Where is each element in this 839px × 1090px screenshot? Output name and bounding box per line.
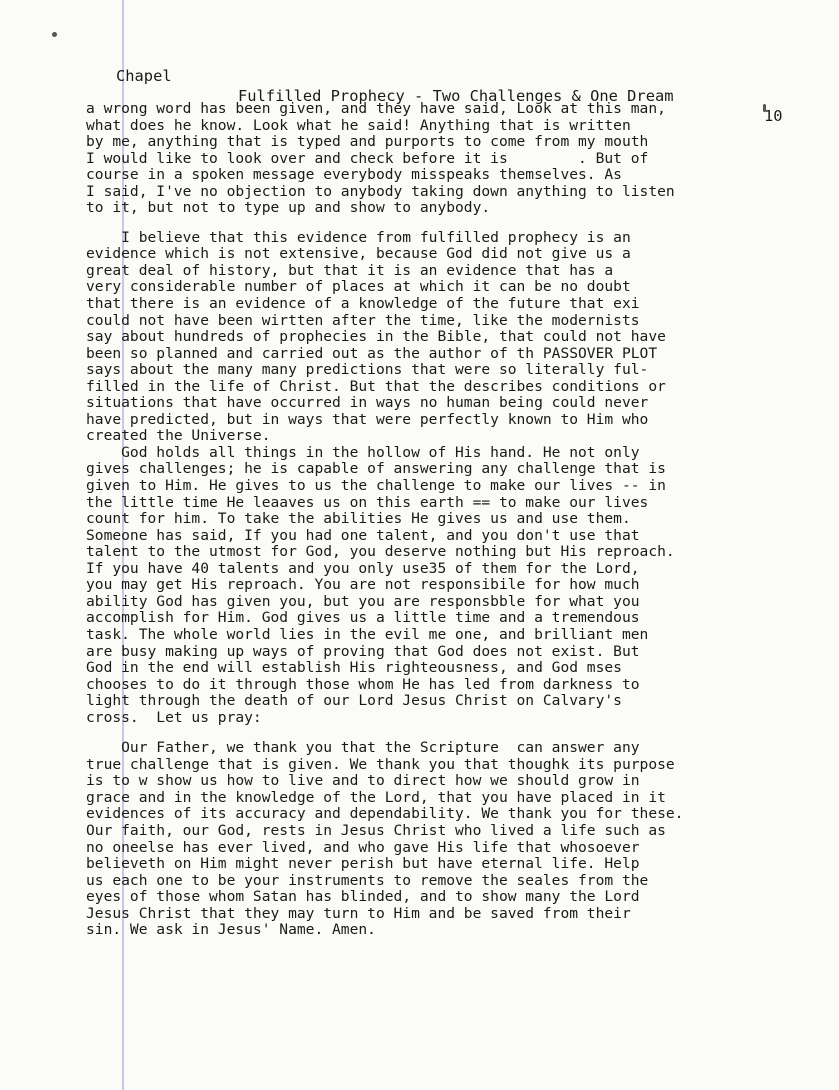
text-line: believeth on Him might never perish but have eternal life. Help — [86, 855, 640, 873]
text-line: true challenge that is given. We thank you that thoughk its purpose — [86, 755, 675, 773]
text-line: us each one to be your instruments to remove the seales from the — [86, 871, 649, 889]
text-line: evidences of its accuracy and dependability. We thank you for these. — [86, 805, 684, 823]
text-line: created the Universe. — [86, 427, 271, 445]
text-line: says about the many many predictions that were so literally ful- — [86, 361, 649, 379]
paragraph-2 — [86, 230, 798, 726]
text-line: could not have been wirtten after the time, like the modernists — [86, 311, 640, 329]
text-line: task. The whole world lies in the evil me one, and brilliant men — [86, 625, 649, 643]
text-line: God in the end will establish His righteousness, and God mses — [86, 659, 622, 677]
text-line: Our Father, we thank you that the Scripture can answer any — [86, 739, 640, 757]
paragraph-1 — [86, 101, 798, 217]
text-line: great deal of history, but that it is an evidence that has a — [86, 261, 614, 279]
text-line: a wrong word has been given, and they have said, Look at this man, — [86, 100, 666, 117]
document-body — [86, 101, 798, 939]
text-line: light through the death of our Lord Jesus Christ on Calvary's — [86, 692, 622, 710]
text-line: you may get His reproach. You are not responsibile for how much — [86, 576, 640, 594]
text-line: Someone has said, If you had one talent, and you don't use that — [86, 526, 640, 544]
text-line: gives challenges; he is capable of answering any challenge that is — [86, 460, 666, 478]
text-line: that there is an evidence of a knowledge of the future that exi — [86, 295, 640, 313]
text-line: grace and in the knowledge of the Lord, that you have placed in it — [86, 788, 666, 806]
text-line: the little time He leaaves us on this earth == to make our lives — [86, 493, 649, 511]
text-line: filled in the life of Christ. But that the describes conditions or — [86, 377, 666, 395]
text-line: God holds all things in the hollow of His hand. He not only — [86, 443, 640, 461]
text-line: very considerable number of places at which it can be no doubt — [86, 278, 631, 296]
text-line: I said, I've no objection to anybody taking down anything to listen — [86, 182, 675, 200]
text-line: course in a spoken message everybody misspeaks themselves. As — [86, 166, 622, 184]
page-number: 10 — [764, 107, 783, 125]
text-line: no oneelse has ever lived, and who gave His life that whosoever — [86, 838, 640, 856]
text-line: evidence which is not extensive, because God did not give us a — [86, 245, 631, 263]
ink-speck — [52, 32, 57, 37]
text-line: sin. We ask in Jesus' Name. Amen. — [86, 921, 376, 939]
text-line: ability God has given you, but you are responsbble for what you — [86, 592, 640, 610]
text-line: say about hundreds of prophecies in the Bible, that could not have — [86, 328, 666, 346]
text-line: been so planned and carried out as the author of th PASSOVER PLOT — [86, 344, 658, 362]
text-line: talent to the utmost for God, you deserve nothing but His reproach. — [86, 543, 675, 561]
text-line: chooses to do it through those whom He has led from darkness to — [86, 675, 640, 693]
text-line: count for him. To take the abilities He gives us and use them. — [86, 510, 631, 528]
text-line: have predicted, but in ways that were perfectly known to Him who — [86, 410, 649, 428]
text-line: by me, anything that is typed and purports to come from my mouth — [86, 133, 649, 151]
text-line: Our faith, our God, rests in Jesus Christ who lived a life such as — [86, 821, 666, 839]
text-line: to it, but not to type up and show to anybody. — [86, 199, 491, 217]
header-section-label: Chapel — [116, 67, 172, 85]
text-line: are busy making up ways of proving that God does not exist. But — [86, 642, 640, 660]
text-line: I believe that this evidence from fulfilled prophecy is an — [86, 228, 631, 246]
text-line: I would like to look over and check before it is . But of — [86, 149, 649, 167]
text-line: Jesus Christ that they may turn to Him and be saved from their — [86, 904, 631, 922]
header-title: Fulfilled Prophecy - Two Challenges & One Dream — [238, 87, 674, 105]
text-line: eyes of those whom Satan has blinded, and to show many the Lord — [86, 888, 640, 906]
text-line: cross. Let us pray: — [86, 708, 262, 726]
paragraph-3 — [86, 740, 798, 939]
text-line: given to Him. He gives to us the challenge to make our lives -- in — [86, 477, 666, 495]
text-line: If you have 40 talents and you only use35 of them for the Lord, — [86, 559, 640, 577]
text-line: is to w show us how to live and to direct how we should grow in — [86, 772, 640, 790]
text-line: situations that have occurred in ways no human being could never — [86, 394, 649, 412]
text-line: accomplish for Him. God gives us a little time and a tremendous — [86, 609, 640, 627]
text-line: what does he know. Look what he said! Anything that is written — [86, 116, 631, 134]
